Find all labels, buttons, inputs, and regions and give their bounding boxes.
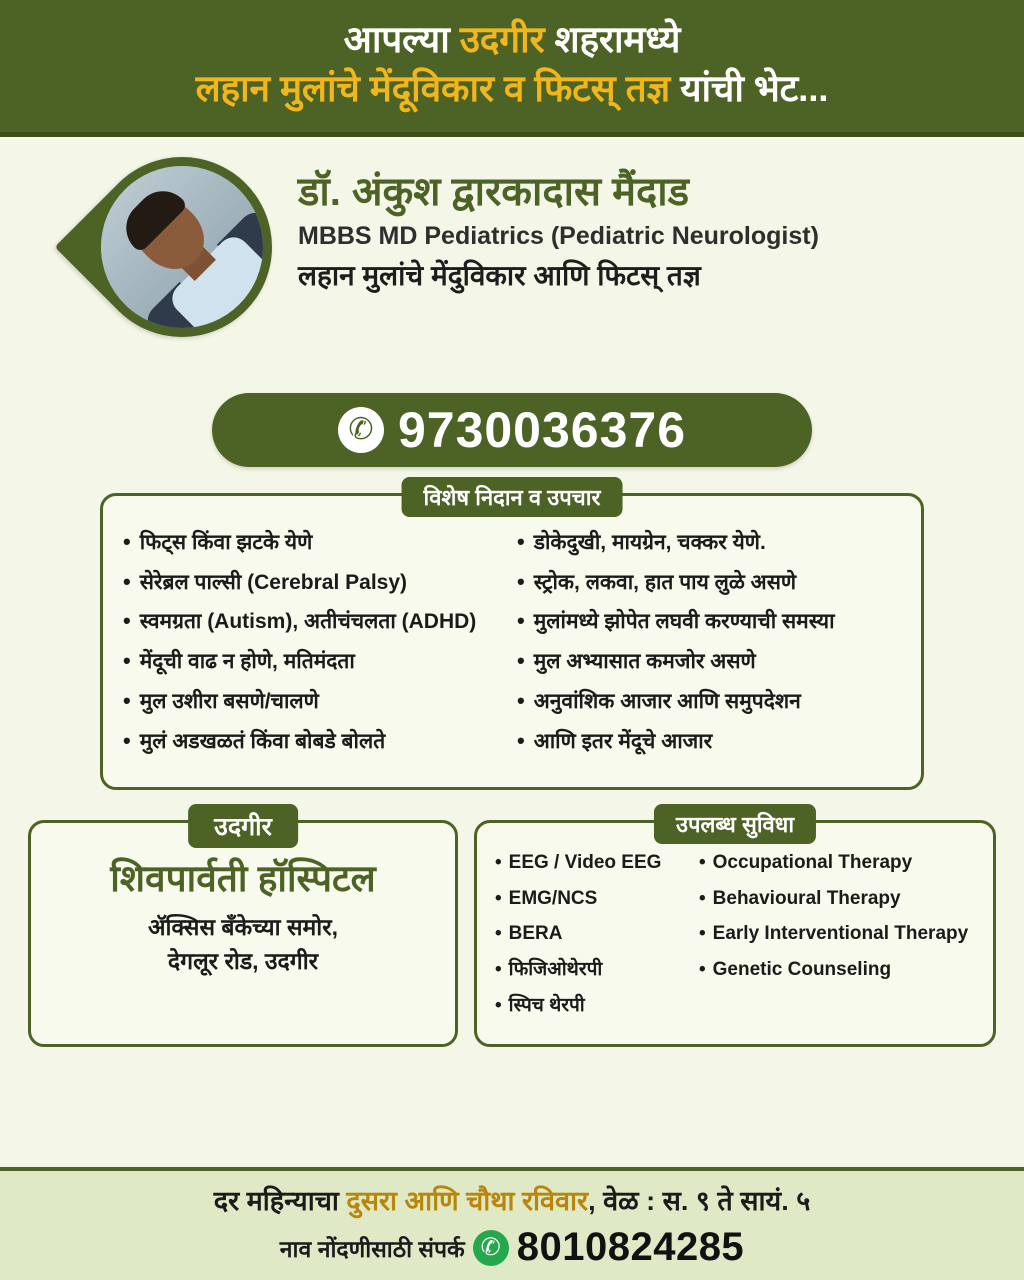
registration-contact[interactable]: [10, 1225, 1014, 1270]
schedule-pre: दर महिन्याचा: [213, 1185, 347, 1216]
doctor-section: [0, 137, 1024, 471]
facility-label: स्पिच थेरपी: [508, 994, 585, 1016]
hospital-panel: [28, 812, 458, 1047]
list-item: [495, 958, 693, 982]
doctor-portrait: [67, 132, 296, 361]
list-item: [495, 922, 693, 946]
hospital-address-line-2: देगलूर रोड, उदगीर: [167, 947, 319, 974]
bullet-icon: •: [123, 688, 131, 714]
facility-label: EMG/NCS: [508, 887, 598, 909]
header-line-1-pre: आपल्या: [343, 19, 460, 60]
bullet-icon: •: [699, 959, 706, 981]
bullet-icon: •: [495, 851, 502, 873]
header-line-1-post: शहरामध्ये: [544, 19, 681, 60]
service-label: स्वमग्रता (Autism), अतीचंचलता (ADHD): [139, 610, 477, 634]
primary-phone-pill[interactable]: [212, 393, 812, 467]
bullet-icon: •: [517, 688, 525, 714]
facilities-title: उपलब्ध सुविधा: [654, 804, 816, 844]
services-column-right: [517, 530, 901, 769]
doctor-row: [24, 151, 1000, 377]
list-item: [123, 689, 507, 716]
doctor-degrees: MBBS MD Pediatrics (Pediatric Neurologist): [298, 221, 819, 250]
bullet-icon: •: [517, 728, 525, 754]
header-line-2-accent: लहान मुलांचे मेंदूविकार व फिटस् तज्ञ: [195, 67, 670, 109]
whatsapp-icon: ✆: [473, 1230, 509, 1266]
facilities-column-left: [495, 851, 693, 1030]
bullet-icon: •: [123, 528, 131, 554]
header-line-2-post: यांची भेट...: [669, 67, 829, 109]
bullet-icon: •: [495, 923, 502, 945]
bullet-icon: •: [495, 994, 502, 1016]
registration-phone-number: 8010824285: [516, 1225, 745, 1269]
facilities-columns: [495, 851, 979, 1030]
list-item: [495, 994, 693, 1018]
hospital-name: शिवपार्वती हॉस्पिटल: [110, 857, 376, 899]
list-item: [517, 729, 901, 756]
service-label: मुल उशीरा बसणे/चालणे: [139, 690, 319, 714]
bullet-icon: •: [699, 887, 706, 909]
facility-label: Occupational Therapy: [712, 851, 913, 873]
list-item: [123, 729, 507, 756]
service-label: सेरेब्रल पाल्सी (Cerebral Palsy): [139, 570, 408, 594]
service-label: मुलं अडखळतं किंवा बोबडे बोलते: [139, 730, 386, 754]
service-label: मुलांमध्ये झोपेत लघवी करण्याची समस्या: [533, 610, 835, 634]
list-item: [123, 609, 507, 636]
doctor-photo-pin: [92, 157, 280, 377]
bullet-icon: •: [699, 851, 706, 873]
header-line-2: [20, 65, 1004, 114]
poster-header: [0, 0, 1024, 137]
facility-label: Behavioural Therapy: [712, 887, 901, 909]
list-item: [517, 570, 901, 597]
hospital-address-line-1: ॲक्सिस बँकेच्या समोर,: [147, 914, 339, 941]
registration-label: नाव नोंदणीसाठी संपर्क: [279, 1235, 465, 1262]
header-line-1: [20, 16, 1004, 65]
facility-label: Early Interventional Therapy: [712, 923, 969, 945]
service-label: मेंदूची वाढ न होणे, मतिमंदता: [139, 650, 355, 674]
list-item: [517, 530, 901, 557]
list-item: [123, 649, 507, 676]
facilities-column-right: [699, 851, 968, 1030]
list-item: [123, 570, 507, 597]
facility-label: फिजिओथेरपी: [508, 959, 603, 981]
bullet-icon: •: [517, 648, 525, 674]
service-label: मुल अभ्यासात कमजोर असणे: [533, 650, 756, 674]
bullet-icon: •: [123, 728, 131, 754]
bullet-icon: •: [495, 959, 502, 981]
bullet-icon: •: [123, 568, 131, 594]
list-item: [699, 958, 968, 982]
list-item: [123, 530, 507, 557]
list-item: [699, 922, 968, 946]
service-label: डोकेदुखी, मायग्रेन, चक्कर येणे.: [533, 530, 766, 554]
doctor-specialty: लहान मुलांचे मेंदुविकार आणि फिटस् तज्ञ: [298, 259, 701, 291]
schedule-post: , वेळ : स. ९ ते सायं. ५: [588, 1185, 811, 1216]
doctor-text-block: [280, 151, 1000, 293]
service-label: फिट्स किंवा झटके येणे: [139, 530, 313, 554]
hospital-address: [45, 911, 441, 978]
list-item: [517, 649, 901, 676]
poster-footer: [0, 1167, 1024, 1280]
bullet-icon: •: [517, 608, 525, 634]
services-columns: [123, 530, 901, 769]
bullet-icon: •: [495, 887, 502, 909]
services-panel: [100, 484, 924, 790]
list-item: [699, 887, 968, 911]
service-label: आणि इतर मेंदूचे आजार: [533, 730, 713, 754]
primary-phone-number: 9730036376: [397, 401, 687, 458]
schedule-text: [10, 1185, 1014, 1217]
list-item: [517, 609, 901, 636]
bullet-icon: •: [517, 528, 525, 554]
services-title: विशेष निदान व उपचार: [402, 477, 623, 517]
list-item: [699, 851, 968, 875]
facility-label: EEG / Video EEG: [508, 851, 662, 873]
service-label: अनुवांशिक आजार आणि समुपदेशन: [533, 690, 801, 714]
facility-label: BERA: [508, 923, 563, 945]
services-column-left: [123, 530, 507, 769]
hospital-city-badge: उदगीर: [188, 804, 298, 848]
bottom-row: [28, 811, 996, 1047]
bullet-icon: •: [123, 608, 131, 634]
service-label: स्ट्रोक, लकवा, हात पाय लुळे असणे: [533, 570, 797, 594]
whatsapp-icon: ✆: [338, 407, 384, 453]
list-item: [495, 851, 693, 875]
doctor-name: डॉ. अंकुश द्वारकादास मैंदाड: [298, 169, 690, 214]
bullet-icon: •: [517, 568, 525, 594]
schedule-accent: दुसरा आणि चौथा रविवार: [346, 1185, 589, 1216]
header-line-1-accent: उदगीर: [459, 19, 545, 60]
bullet-icon: •: [699, 923, 706, 945]
facility-label: Genetic Counseling: [712, 959, 892, 981]
facilities-panel: [474, 811, 996, 1047]
bullet-icon: •: [123, 648, 131, 674]
list-item: [495, 887, 693, 911]
list-item: [517, 689, 901, 716]
